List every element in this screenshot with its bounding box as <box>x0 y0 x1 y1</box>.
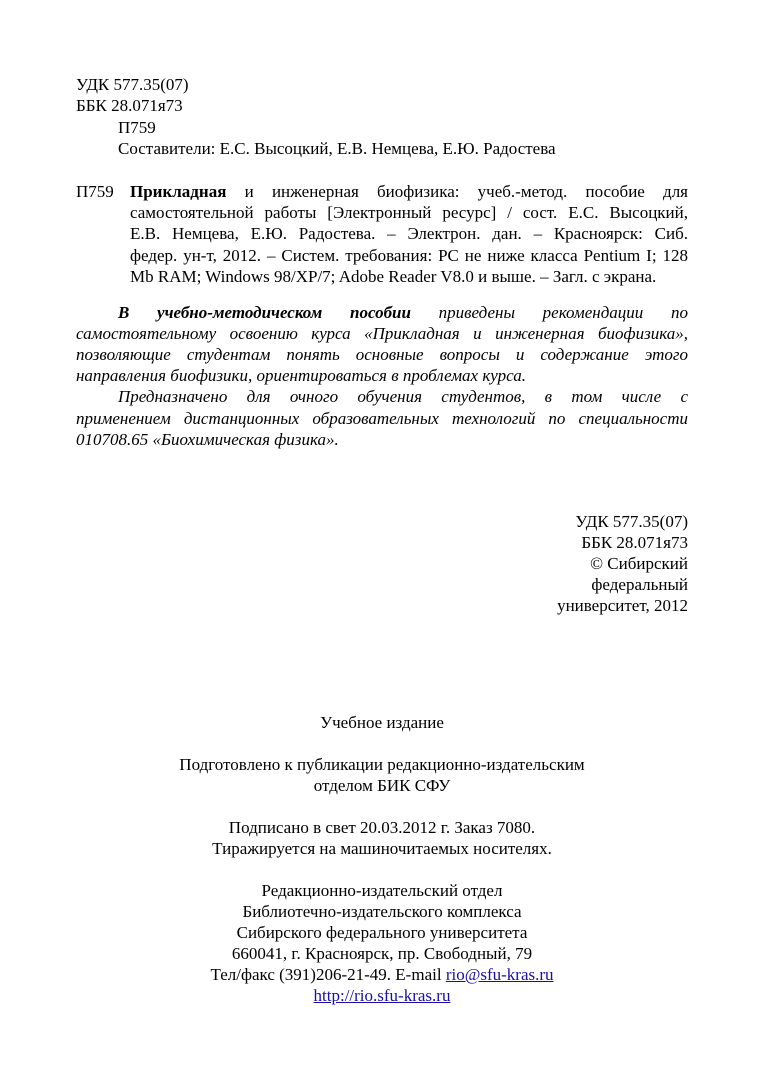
udk-header: УДК 577.35(07) <box>76 75 189 94</box>
abstract-p1-line-1 <box>118 302 688 324</box>
bib-line-1-rest: и инженерная биофизика: учеб.-метод. пособие для <box>244 182 688 201</box>
prepared-line-2: отделом БИК СФУ <box>313 776 451 795</box>
abstract-p1-line-2: самостоятельному освоению курса «Прикладная и инженерная биофизика», <box>76 324 688 343</box>
address-line: 660041, г. Красноярск, пр. Свободный, 79 <box>231 944 533 963</box>
copyright-line-2: федеральный <box>591 575 688 594</box>
dept-line-2: Библиотечно-издательского комплекса <box>242 902 522 921</box>
signed-line: Подписано в свет 20.03.2012 г. Заказ 7080. <box>228 818 536 837</box>
bib-line-3: Е.В. Немцева, Е.Ю. Радостева. – Электрон. дан. – Красноярск: Сиб. <box>130 224 688 243</box>
bib-line-4: федер. ун-т, 2012. – Систем. требования: PC не ниже класса Pentium I; 128 <box>130 246 688 265</box>
abstract-p2-line-1: Предназначено для очного обучения студентов, в том числе с <box>118 387 688 406</box>
copyright-udk: УДК 577.35(07) <box>575 512 688 531</box>
abstract-p1-line-3: позволяющие студентам понять основные вопросы и содержание этого <box>76 345 688 364</box>
website-line <box>0 985 764 1007</box>
copyright-bbk: ББК 28.071я73 <box>581 533 688 552</box>
bib-title: Прикладная <box>130 182 227 201</box>
copyright-line-1: © Сибирский <box>590 554 688 573</box>
dept-line-3: Сибирского федерального университета <box>236 923 528 942</box>
bib-line-1 <box>130 181 688 203</box>
abstract-p1-line-1-rest: приведены рекомендации по <box>438 303 688 322</box>
phone-text: Тел/факс (391)206-21-49. E-mail <box>210 965 442 984</box>
copyright-line-3: университет, 2012 <box>557 596 688 615</box>
bbk-header: ББК 28.071я73 <box>76 96 183 115</box>
contact-line <box>0 964 764 986</box>
bib-line-2: самостоятельной работы [Электронный ресурс] / сост. Е.С. Высоцкий, <box>130 203 688 222</box>
catalog-code: П759 <box>118 118 156 137</box>
bib-code: П759 <box>76 182 114 201</box>
dept-line-1: Редакционно-издательский отдел <box>261 881 503 900</box>
abstract-p2-line-2: применением дистанционных образовательных технологий по специальности <box>76 409 688 428</box>
bib-line-5: Mb RAM; Windows 98/XP/7; Adobe Reader V8.0 и выше. – Загл. с экрана. <box>130 267 657 286</box>
abstract-lead: В учебно-методическом пособии <box>118 303 411 322</box>
edition-type: Учебное издание <box>320 713 444 732</box>
website-link[interactable]: http://rio.sfu-kras.ru <box>313 986 451 1005</box>
media-line: Тиражируется на машиночитаемых носителях. <box>212 839 552 858</box>
prepared-line-1: Подготовлено к публикации редакционно-издательским <box>179 755 585 774</box>
email-link[interactable]: rio@sfu-kras.ru <box>445 965 554 984</box>
abstract-p1-line-4: направления биофизики, ориентироваться в проблемах курса. <box>76 366 526 385</box>
compilers-line: Составители: Е.С. Высоцкий, Е.В. Немцева, Е.Ю. Радостева <box>118 139 556 158</box>
abstract-p2-line-3: 010708.65 «Биохимическая физика». <box>76 430 339 449</box>
